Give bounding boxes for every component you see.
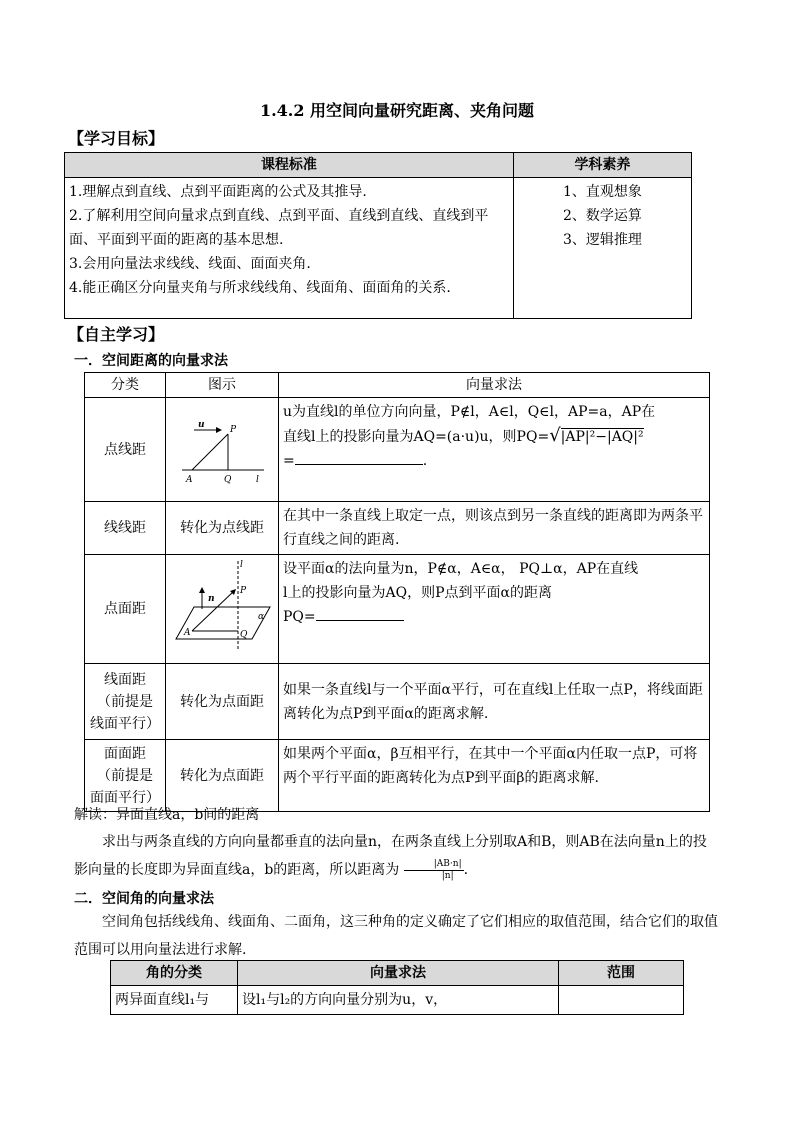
literacy-item: 3、逻辑推理 — [562, 232, 642, 248]
row-method: 如果一条直线l与一个平面α平行，可在直线l上任取一点P，将线面距离转化为点P到平面α的距离求解. — [279, 664, 710, 740]
literacy-item: 2、数学运算 — [562, 208, 642, 224]
part2-title: 二．空间角的向量求法 — [74, 891, 214, 907]
answer-blank[interactable] — [295, 450, 423, 465]
method-line: 直线l上的投影向量为AQ=(a·u)u，则PQ=√|AP|²−|AQ|² — [283, 425, 644, 446]
point-line-method — [279, 398, 710, 502]
angle-header-method: 向量求法 — [238, 961, 559, 986]
header-method: 向量求法 — [279, 373, 710, 398]
svg-text:α: α — [258, 612, 265, 622]
standards-cell — [65, 178, 514, 319]
method-line: = . — [283, 449, 705, 473]
angle-table — [110, 960, 684, 1015]
row-type: 线面距 （前提是 线面平行） — [85, 664, 166, 740]
svg-text:n: n — [208, 594, 215, 604]
svg-text:P: P — [240, 586, 247, 596]
part1-title: 一．空间距离的向量求法 — [74, 353, 228, 369]
point-plane-figure — [166, 555, 279, 664]
row-method: 如果两个平面α，β互相平行，在其中一个平面α内任取一点P，可将两个平行平面的距离转化为点P到平面β的距离求解. — [279, 740, 710, 812]
row-type: 点线距 — [85, 398, 166, 502]
svg-text:u: u — [198, 419, 205, 430]
svg-text:Q: Q — [224, 474, 232, 485]
literacy-cell — [513, 178, 691, 319]
answer-blank[interactable] — [316, 606, 404, 621]
svg-text:A: A — [186, 474, 193, 485]
header-figure: 图示 — [166, 373, 279, 398]
method-line: 设平面α的法向量为n，P∉α，A∈α， PQ⊥α，AP在直线 — [283, 561, 639, 577]
standard-item: 3.会用向量法求线线、线面、面面夹角. — [69, 256, 311, 272]
svg-text:P: P — [230, 424, 237, 435]
part2-text: 空间角包括线线角、线面角、二面角，这三种角的定义确定了它们相应的取值范围，结合它们的取值范围可以用向量法进行求解. — [74, 914, 718, 958]
note-text: 求出与两条直线的方向向量都垂直的法向量n，在两条直线上分别取A和B，则AB在法向量n上的投影向量的长度即为异面直线a，b的距离，所以距离为 $\frac{|AB\cdot n|}{|n|}$ . — [74, 834, 707, 881]
distance-formula: $\frac{|AB\cdot n|}{|n|}$ — [404, 859, 464, 882]
method-line: u为直线l的单位方向向量，P∉l，A∈l，Q∈l，AP=a，AP在 — [283, 404, 656, 420]
standard-item: 4.能正确区分向量夹角与所求线线角、线面角、面面角的关系. — [69, 280, 451, 296]
row-type: 面面距 （前提是 面面平行） — [85, 740, 166, 812]
note-title: 解读：异面直线a，b间的距离 — [74, 807, 260, 823]
row-method: 在其中一条直线上取定一点，则该点到另一条直线的距离即为两条平行直线之间的距离. — [279, 502, 710, 555]
row-figure: 转化为点面距 — [166, 740, 279, 812]
page-title: 1.4.2 用空间向量研究距离、夹角问题 — [259, 101, 535, 120]
standard-item: 2.了解利用空间向量求点到直线、点到平面、直线到直线、直线到平面、平面到平面的距离的基本思想. — [69, 208, 489, 248]
angle-row-range — [559, 986, 684, 1015]
distance-table — [84, 372, 710, 812]
point-plane-method — [279, 555, 710, 664]
angle-row-type: 两异面直线l₁与 — [111, 986, 238, 1015]
standard-item: 1.理解点到直线、点到平面距离的公式及其推导. — [69, 184, 367, 200]
row-type: 点面距 — [85, 555, 166, 664]
row-figure: 转化为点面距 — [166, 664, 279, 740]
self-study-heading: 【自主学习】 — [68, 325, 165, 344]
angle-row-method: 设l₁与l₂的方向向量分别为u，v， — [238, 986, 559, 1015]
learning-goals-table — [64, 152, 692, 319]
row-type: 线线距 — [85, 502, 166, 555]
point-line-figure — [166, 398, 279, 502]
learning-goals-heading: 【学习目标】 — [68, 129, 165, 148]
svg-text:l: l — [256, 474, 259, 485]
svg-text:A: A — [184, 628, 191, 638]
svg-text:Q: Q — [240, 630, 248, 640]
col-header-standards: 课程标准 — [65, 153, 514, 178]
header-type: 分类 — [85, 373, 166, 398]
angle-header-range: 范围 — [559, 961, 684, 986]
method-line: l上的投影向量为AQ，则P点到平面α的距离 — [283, 585, 552, 601]
angle-header-type: 角的分类 — [111, 961, 238, 986]
literacy-item: 1、直观想象 — [562, 184, 642, 200]
point-line-diagram — [172, 406, 272, 486]
col-header-literacy: 学科素养 — [513, 153, 691, 178]
svg-text:l: l — [240, 560, 243, 570]
point-plane-diagram — [172, 557, 272, 653]
row-figure: 转化为点线距 — [166, 502, 279, 555]
method-line: PQ= — [283, 605, 705, 629]
